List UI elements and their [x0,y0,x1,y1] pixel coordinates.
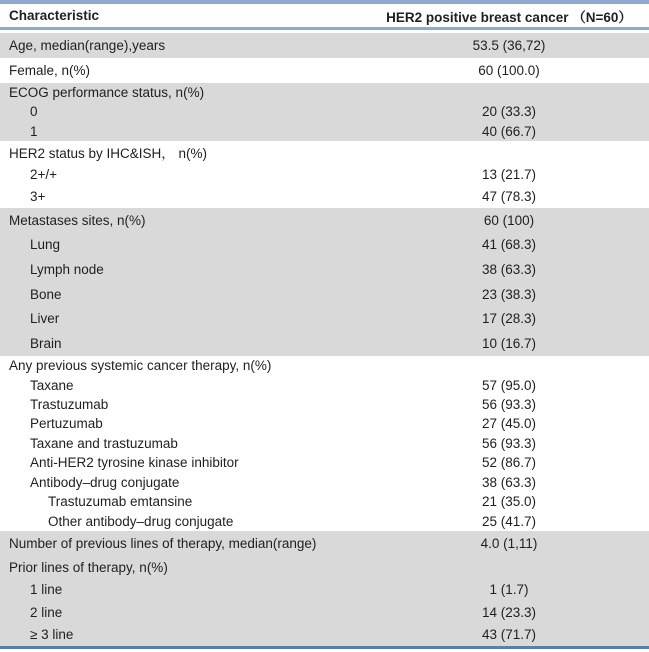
row-label: Taxane [30,377,74,393]
table-row [0,186,649,208]
table-row [0,208,649,233]
row-value: 57 (95.0) [481,377,537,393]
table-row [0,141,649,163]
row-value: 17 (28.3) [481,311,537,327]
table-row [0,473,649,492]
row-label: Prior lines of therapy, n(%) [9,559,168,575]
row-label: Anti-HER2 tyrosine kinase inhibitor [30,455,239,471]
row-label: Antibody–drug conjugate [30,474,180,490]
table-row [0,307,649,332]
row-label: Any previous systemic cancer therapy, n(%) [9,358,272,374]
row-label: Bone [30,286,62,302]
column-header-characteristic: Characteristic [9,8,100,23]
row-value: 1 (1.7) [489,582,529,598]
table-row [0,58,649,83]
row-label: ECOG performance status, n(%) [9,85,205,101]
table-row [0,331,649,356]
table-header-row [0,4,649,27]
row-value: 60 (100.0) [478,63,540,78]
row-label: Lung [30,237,61,253]
row-label: Age, median(range),years [9,38,166,53]
table-row [0,511,649,530]
table-row [0,434,649,453]
row-value: 4.0 (1,11) [480,535,538,551]
table-section [0,556,649,646]
row-value: 10 (16.7) [481,336,537,352]
table-row [0,356,649,375]
table-section [0,141,649,208]
row-value: 23 (38.3) [481,286,537,302]
row-label: 2 line [30,604,63,620]
row-value: 47 (78.3) [481,189,537,205]
header-underline [0,27,649,30]
row-label: Lymph node [30,262,104,278]
table-row [0,556,649,579]
row-label: Trastuzumab [30,397,109,412]
table-bottom-border [0,646,649,649]
row-label: 2+/+ [30,166,58,182]
row-value: 38 (63.3) [481,474,537,490]
row-label: 1 line [30,582,63,598]
row-label: ≥ 3 line [30,627,74,643]
row-label: 0 [30,104,38,120]
row-value: 41 (68.3) [481,237,537,253]
table-row [0,492,649,511]
row-label: Metastases sites, n(%) [9,212,146,228]
row-label: Brain [30,336,62,352]
row-value: 52 (86.7) [481,455,537,471]
row-label: Trastuzumab emtansine [48,494,193,510]
row-value: 20 (33.3) [481,104,537,120]
row-label: Female, n(%) [9,63,91,78]
table-row [0,163,649,185]
table-section [0,356,649,531]
row-value: 21 (35.0) [481,494,537,510]
table-row [0,414,649,433]
row-label: Liver [30,311,60,327]
row-label: HER2 status by IHC&ISH， n(%) [9,146,208,162]
table-row [0,33,649,58]
column-header-her2-group: HER2 positive breast cancer （N=60） [386,9,632,25]
table-section [0,208,649,356]
table-row [0,601,649,624]
table-row [0,282,649,307]
row-value: 25 (41.7) [481,513,537,529]
row-label: Number of previous lines of therapy, median(range) [9,535,317,551]
row-label: Pertuzumab [30,416,103,432]
table-section [0,58,649,83]
table-row [0,102,649,121]
row-value: 13 (21.7) [481,166,537,182]
row-value: 43 (71.7) [481,627,537,643]
row-value: 40 (66.7) [481,123,537,139]
table-row [0,395,649,414]
table-body [0,33,649,646]
table-row [0,623,649,646]
table-row [0,578,649,601]
row-value: 53.5 (36,72) [472,38,546,53]
row-label: 3+ [30,189,46,205]
row-value: 60 (100) [483,212,535,228]
table-row [0,375,649,394]
row-value: 56 (93.3) [481,397,537,412]
table-section [0,531,649,556]
row-label: Taxane and trastuzumab [30,435,178,451]
row-label: 1 [30,123,38,139]
table-section [0,33,649,58]
row-value: 27 (45.0) [481,416,537,432]
table-row [0,83,649,102]
table-row [0,531,649,556]
row-value: 56 (93.3) [481,435,537,451]
row-value: 38 (63.3) [481,262,537,278]
row-value: 14 (23.3) [481,604,537,620]
table-row [0,257,649,282]
row-label: Other antibody–drug conjugate [48,513,234,529]
table-section [0,83,649,141]
table-row [0,122,649,141]
table-row [0,453,649,472]
table-row [0,233,649,258]
